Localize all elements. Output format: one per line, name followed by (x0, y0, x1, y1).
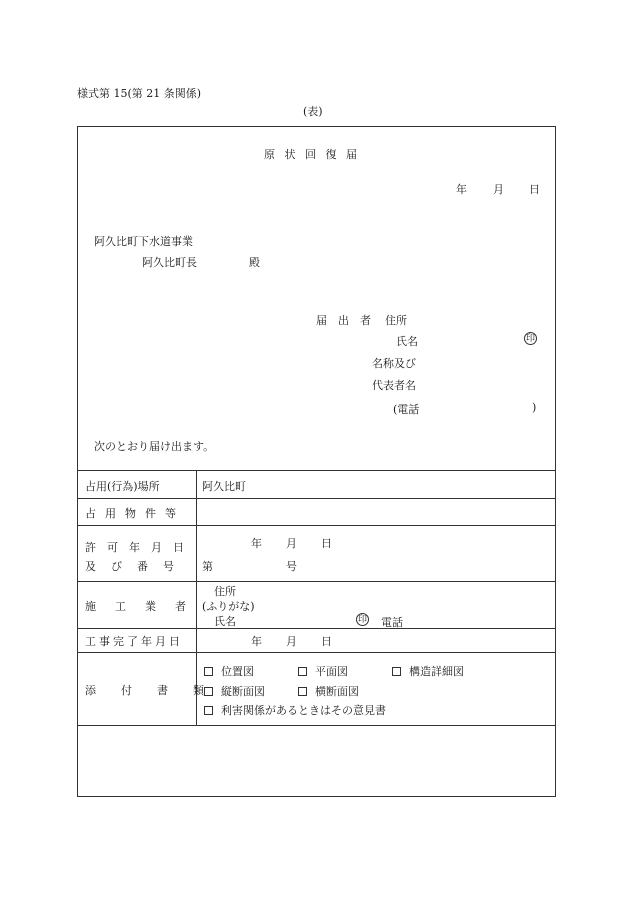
attachment-option[interactable]: 構造詳細図 (392, 663, 464, 679)
row-divider (77, 581, 556, 582)
attachment-option[interactable]: 平面図 (298, 663, 348, 679)
row-divider (77, 628, 556, 629)
row-divider (77, 498, 556, 499)
checkbox-icon[interactable] (204, 706, 213, 715)
location-label: 占用(行為)場所 (85, 480, 160, 493)
applicant-phone-close: ) (532, 401, 537, 414)
honorific: 殿 (249, 256, 260, 269)
contractor-name-label: 氏名 (214, 615, 236, 628)
items-label: 占用物件等 (85, 507, 185, 520)
contractor-address-label: 住所 (214, 585, 236, 598)
checkbox-icon[interactable] (204, 667, 213, 676)
attachment-option[interactable]: 利害関係があるときはその意見書 (204, 702, 386, 718)
row-divider (77, 525, 556, 526)
table-top-line (77, 470, 556, 471)
intro-text: 次のとおり届け出ます。 (94, 440, 215, 453)
applicant-role: 届 出 者 (316, 314, 371, 327)
date-day: 日 (529, 183, 540, 196)
attachment-option[interactable]: 縦断面図 (204, 683, 265, 699)
location-value: 阿久比町 (202, 480, 246, 493)
form-side-label: (表) (303, 105, 323, 118)
addressee-org: 阿久比町下水道事業 (94, 235, 193, 248)
completion-day: 日 (321, 635, 332, 648)
attachment-option[interactable]: 横断面図 (298, 683, 359, 699)
date-month: 月 (493, 183, 504, 196)
remarks-area (78, 726, 555, 796)
completion-label: 工事完了年月日 (85, 635, 183, 648)
contractor-furigana-label: (ふりがな) (202, 600, 255, 613)
checkbox-icon[interactable] (298, 687, 307, 696)
attachment-option[interactable]: 位置図 (204, 663, 254, 679)
addressee-name: 阿久比町長 (142, 256, 197, 269)
checkbox-icon[interactable] (392, 667, 401, 676)
contractor-seal-mark: 印 (357, 615, 367, 625)
checkbox-icon[interactable] (298, 667, 307, 676)
attachments-label: 添付書類 (85, 684, 229, 697)
applicant-name-label: 氏名 (396, 335, 418, 348)
applicant-seal-mark: 印 (525, 334, 535, 344)
form-number: 様式第 15(第 21 条関係) (77, 87, 202, 100)
checkbox-icon[interactable] (204, 687, 213, 696)
permit-no-suffix: 号 (286, 560, 297, 573)
row-divider (77, 652, 556, 653)
applicant-address-label: 住所 (385, 314, 407, 327)
permit-month: 月 (286, 537, 297, 550)
permit-year: 年 (251, 537, 262, 550)
applicant-rep-label: 代表者名 (372, 379, 416, 392)
permit-label-1: 許可年月日 (85, 541, 195, 554)
permit-label-2: 及び番号 (85, 560, 189, 573)
applicant-phone-open: (電話 (393, 403, 420, 416)
contractor-phone-label: 電話 (381, 616, 403, 629)
contractor-label: 施工業者 (85, 600, 205, 613)
applicant-corp-label: 名称及び (372, 357, 416, 370)
completion-year: 年 (251, 635, 262, 648)
permit-day: 日 (321, 537, 332, 550)
date-year: 年 (456, 183, 467, 196)
completion-month: 月 (286, 635, 297, 648)
form-title: 原 状 回 復 届 (264, 148, 360, 161)
permit-no-prefix: 第 (202, 560, 213, 573)
